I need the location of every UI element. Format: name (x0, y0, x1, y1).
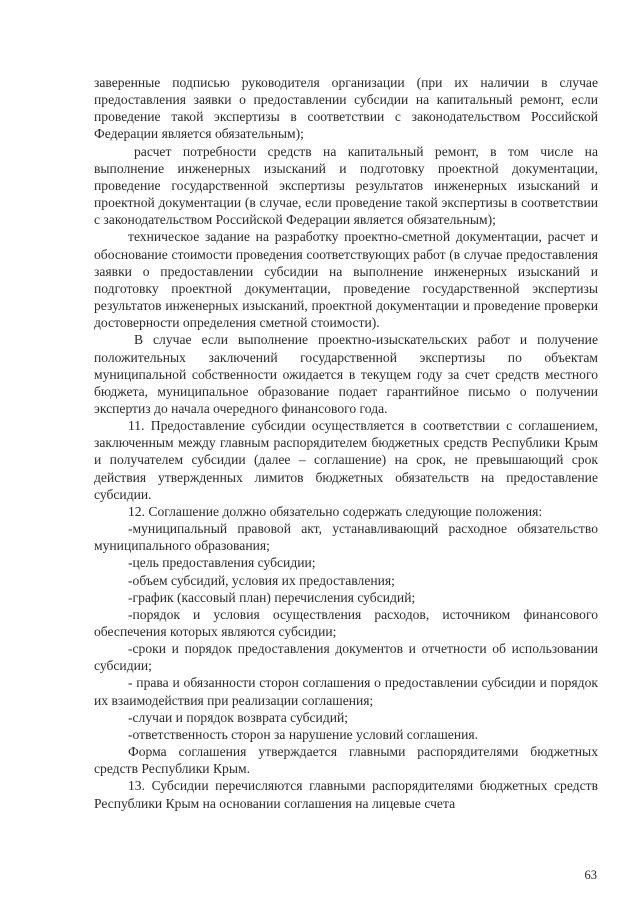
list-item-purpose: -цель предоставления субсидии; (128, 555, 316, 571)
paragraph-11: 11. Предоставление субсидии осуществляется в соответствии с соглашением, заключенным между главным распорядителем бюджетных средств Республики Крым и получателем субсидии (далее – соглашение) на срок, не превышающий срок действия утвержденных лимитов бюджетных обязательств на предоставление субсидии. (94, 418, 598, 502)
paragraph-technical-assignment: техническое задание на разработку проектно-сметной документации, расчет и обоснование стоимости проведения соответствующих работ (в случае предоставления заявки о предоставлении субсидии на выполнение инженерных изысканий и подготовку проектной документации, проведение государственной экспертизы результатов инженерных изысканий, проектной документации и проведение проверки достоверности определения сметной стоимости). (94, 229, 598, 331)
list-item-schedule: -график (кассовый план) перечисления субсидий; (128, 589, 416, 605)
list-item-rights: - права и обязанности сторон соглашения о предоставлении субсидии и порядок их взаимодействия при реализации соглашения; (94, 675, 598, 708)
paragraph-agreement-form: Форма соглашения утверждается главными распорядителями бюджетных средств Республики Крым. (94, 744, 598, 777)
list-item-legal-act: -муниципальный правовой акт, устанавливающий расходное обязательство муниципального образования; (94, 521, 598, 554)
list-item-expenses: -порядок и условия осуществления расходов, источником финансового обеспечения которых являются субсидии; (94, 606, 598, 639)
paragraph-design-survey-works: В случае если выполнение проектно-изыскательских работ и получение положительных заключений государственной экспертизы по объектам муниципальной собственности ожидается в текущем году за счет средств местного бюджета, муниципальное образование подает гарантийное письмо о получении экспертиз до начала очередного финансового года. (94, 332, 598, 416)
list-item-volume: -объем субсидий, условия их предоставления; (128, 572, 395, 588)
paragraph-capital-repair-calculation: расчет потребности средств на капитальный ремонт, в том числе на выполнение инженерных изысканий и подготовку проектной документации, проведение государственной экспертизы результатов инженерных изысканий и проектной документации (в случае, если проведение такой экспертизы в соответствии с законодательством Российской Федерации является обязательным); (94, 143, 598, 228)
document-body (94, 74, 598, 812)
paragraph-13: 13. Субсидии перечисляются главными распорядителями бюджетных средств Республики Крым на основании соглашения на лицевые счета (94, 778, 598, 811)
list-item-refund: -случаи и порядок возврата субсидий; (128, 709, 349, 725)
paragraph-continuation: заверенные подписью руководителя организации (при их наличии в случае предоставления заявки о предоставлении субсидии на капитальный ремонт, если проведение такой экспертизы в соответствии с законодательством Российской Федерации является обязательным); (94, 75, 598, 142)
paragraph-12: 12. Соглашение должно обязательно содержать следующие положения: (128, 503, 543, 519)
list-item-liability: -ответственность сторон за нарушение условий соглашения. (128, 726, 479, 742)
page-number: 63 (584, 868, 597, 882)
list-item-reporting: -сроки и порядок предоставления документов и отчетности об использовании субсидии; (94, 641, 598, 674)
